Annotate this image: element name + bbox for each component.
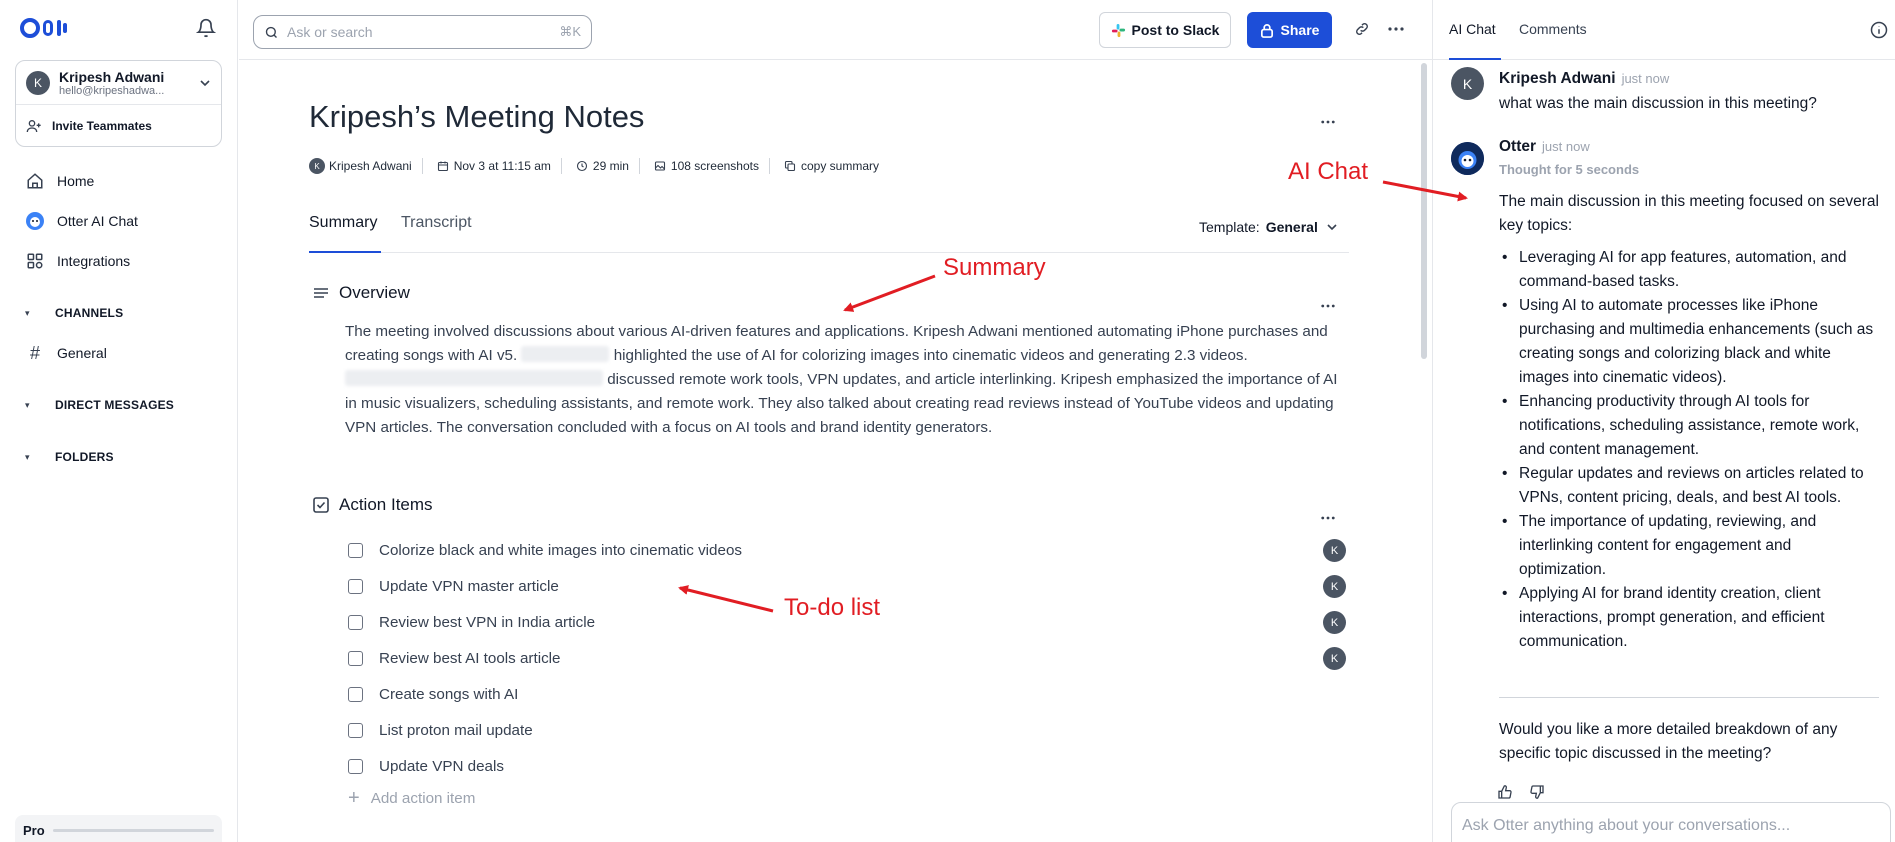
meta-date-text: Nov 3 at 11:15 am: [453, 159, 551, 173]
action-item-checkbox[interactable]: [348, 543, 363, 558]
action-items-heading: [313, 495, 433, 515]
tab-comments[interactable]: Comments: [1519, 21, 1587, 37]
sidebar-item-label: Otter AI Chat: [57, 213, 138, 229]
action-item-label[interactable]: List proton mail update: [379, 721, 533, 739]
overview-heading: [313, 283, 410, 303]
plus-icon: +: [348, 787, 360, 809]
assignee-avatar[interactable]: K: [1323, 647, 1346, 670]
action-item: [348, 646, 1338, 670]
meta-date: [437, 159, 551, 173]
assignee-avatar[interactable]: K: [1323, 575, 1346, 598]
add-action-item-label: Add action item: [370, 790, 476, 807]
clock-icon: [576, 160, 588, 172]
action-item: [348, 718, 1338, 742]
invite-teammates-button[interactable]: [16, 105, 221, 147]
chevron-down-icon: [1326, 221, 1338, 233]
message-time: just now: [1621, 71, 1670, 86]
overview-text: [345, 320, 1345, 440]
action-item-checkbox[interactable]: [348, 579, 363, 594]
more-options-icon[interactable]: [1321, 295, 1335, 313]
template-value: General: [1265, 219, 1318, 235]
lock-icon: [1260, 23, 1274, 38]
folders-section-toggle[interactable]: [25, 450, 114, 464]
folders-label: FOLDERS: [55, 450, 114, 464]
note-content: [239, 61, 1432, 842]
note-meta: [309, 158, 897, 174]
copy-icon: [784, 160, 796, 172]
action-item: [348, 538, 1338, 562]
share-label: Share: [1280, 22, 1320, 38]
annotation-ai-chat: AI Chat: [1288, 158, 1369, 185]
assignee-avatar[interactable]: K: [1323, 611, 1346, 634]
action-item-label[interactable]: Update VPN deals: [379, 757, 504, 775]
avatar: K: [1451, 67, 1484, 100]
plan-usage-track: [53, 829, 214, 832]
sidebar-item-integrations[interactable]: [15, 246, 222, 276]
chevron-down-icon: ▾: [25, 399, 30, 410]
action-item-checkbox[interactable]: [348, 759, 363, 774]
list-item: • Enhancing productivity through AI tools for notifications, scheduling assistance, remote work, and content management.: [1499, 390, 1879, 462]
message-author: [1499, 70, 1669, 88]
home-icon: [25, 171, 45, 191]
copy-summary-label: copy summary: [800, 159, 880, 173]
action-item-label[interactable]: Update VPN master article: [379, 577, 559, 595]
message-author-name: Kripesh Adwani: [1499, 70, 1616, 87]
tab-transcript[interactable]: Transcript: [401, 214, 472, 231]
avatar: K: [26, 71, 50, 95]
list-item: • Regular updates and reviews on articles related to VPNs, content pricing, deals, and best AI tools.: [1499, 462, 1879, 510]
more-options-icon[interactable]: [1321, 507, 1335, 525]
account-box: [15, 60, 222, 147]
hash-icon: #: [29, 342, 40, 363]
panel-tabs: [1433, 0, 1895, 60]
note-tabs: [309, 211, 1349, 253]
meta-duration-text: 29 min: [592, 159, 629, 173]
annotation-summary: Summary: [943, 254, 1046, 281]
search-box[interactable]: [253, 15, 592, 49]
chevron-down-icon: ▾: [25, 451, 30, 462]
integrations-icon: [25, 251, 45, 271]
share-button[interactable]: [1247, 12, 1332, 48]
list-item: • Leveraging AI for app features, automation, and command-based tasks.: [1499, 246, 1879, 294]
sidebar-item-otter-ai-chat[interactable]: [15, 206, 222, 236]
channels-label: CHANNELS: [55, 306, 124, 320]
sidebar-item-label: Home: [57, 173, 95, 189]
meta-duration: [576, 159, 629, 173]
image-icon: [654, 160, 666, 172]
action-item-checkbox[interactable]: [348, 651, 363, 666]
message-bullet-list: [1499, 246, 1879, 654]
overview-text-part: highlighted the use of AI for colorizing images into cinematic videos and generating 2.3 videos.: [613, 347, 1248, 364]
account-name: Kripesh Adwani: [59, 68, 165, 85]
calendar-icon: [437, 160, 449, 172]
overview-text-part: discussed remote work tools, VPN updates, and article interlinking. Kripesh emphasized the importance of AI in music visualizers, scheduling assistants, and remote work. They also talked about creating read reviews instead of YouTube videos and updating VPN articles. The conversation concluded with a focus on AI tools and brand identity generators.: [345, 371, 1338, 436]
page-title: Kripesh’s Meeting Notes: [309, 99, 645, 134]
add-action-item-button[interactable]: [348, 787, 475, 810]
account-switcher[interactable]: [16, 61, 221, 105]
thought-duration[interactable]: Thought for 5 seconds: [1499, 162, 1640, 177]
message-followup: Would you like a more detailed breakdown of any specific topic discussed in the meeting?: [1499, 721, 1838, 762]
topbar: [239, 0, 1432, 60]
plan-usage[interactable]: [15, 815, 222, 842]
sidebar-item-general[interactable]: [15, 338, 222, 368]
assignee-avatar[interactable]: K: [1323, 539, 1346, 562]
redacted-name: [521, 346, 609, 362]
slack-label: Post to Slack: [1131, 22, 1220, 38]
slack-icon: [1111, 23, 1126, 38]
copy-summary-button[interactable]: [784, 159, 879, 173]
list-item: • Using AI to automate processes like iPhone purchasing and multimedia enhancements (such as creating songs and colorizing black and white images into cinematic videos).: [1499, 294, 1879, 390]
chevron-down-icon: ▾: [25, 307, 30, 318]
notification-bell-icon[interactable]: [196, 18, 216, 38]
template-selector[interactable]: [1199, 219, 1338, 235]
message-time: just now: [1542, 139, 1590, 154]
chevron-down-icon: [199, 77, 211, 89]
otter-chat-icon: [25, 211, 45, 231]
channels-section-toggle[interactable]: [25, 306, 123, 320]
action-item-label[interactable]: Colorize black and white images into cinematic videos: [379, 541, 742, 559]
list-item: • Applying AI for brand identity creation, client interactions, prompt generation, and efficient communication.: [1499, 582, 1879, 654]
lines-icon: [313, 286, 329, 300]
scrollbar-thumb[interactable]: [1421, 63, 1427, 359]
redacted-name: [345, 370, 603, 386]
meta-screenshots-text: 108 screenshots: [670, 159, 759, 173]
template-label: Template:: [1199, 219, 1260, 235]
meta-author-name: Kripesh Adwani: [329, 159, 412, 173]
chat-input-box[interactable]: [1451, 802, 1891, 842]
more-options-icon[interactable]: [1385, 18, 1407, 40]
account-email: hello@kripeshadwa...: [59, 84, 165, 97]
otter-logo[interactable]: [20, 18, 67, 38]
sidebar-item-label: Integrations: [57, 253, 131, 269]
action-item-label[interactable]: Review best VPN in India article: [379, 613, 596, 631]
link-icon[interactable]: [1351, 18, 1373, 40]
search-icon: [264, 25, 279, 40]
chat-input[interactable]: [1462, 817, 1880, 835]
action-item: [348, 754, 1338, 778]
action-item-label[interactable]: Review best AI tools article: [379, 649, 561, 667]
action-item-checkbox[interactable]: [348, 687, 363, 702]
action-items-title: Action Items: [339, 495, 433, 514]
meta-screenshots[interactable]: [654, 159, 759, 173]
invite-label: Invite Teammates: [52, 119, 152, 133]
message-intro: The main discussion in this meeting focused on several key topics:: [1499, 193, 1879, 234]
message-author-name: Otter: [1499, 138, 1537, 155]
info-icon[interactable]: [1870, 21, 1888, 44]
tab-summary[interactable]: Summary: [309, 211, 381, 253]
action-item-label[interactable]: Create songs with AI: [379, 685, 519, 703]
add-user-icon: [26, 118, 42, 134]
meta-author[interactable]: [309, 158, 412, 174]
tab-ai-chat[interactable]: AI Chat: [1449, 21, 1501, 60]
sidebar-item-home[interactable]: [15, 166, 222, 196]
sidebar: [0, 0, 238, 842]
list-item: • The importance of updating, reviewing, and interlinking content for engagement and optimization.: [1499, 510, 1879, 582]
annotation-todo: To-do list: [784, 594, 881, 621]
plan-label: Pro: [23, 822, 45, 838]
action-item: [348, 682, 1338, 706]
direct-messages-label: DIRECT MESSAGES: [55, 398, 175, 412]
message-author: [1499, 138, 1590, 156]
search-shortcut: ⌘K: [559, 24, 581, 39]
message-text: what was the main discussion in this meeting?: [1499, 95, 1817, 112]
overview-title: Overview: [339, 283, 410, 302]
divider: [1499, 697, 1879, 698]
ai-chat-panel: [1432, 0, 1895, 842]
overview-text-part: The meeting involved discussions about various AI-driven features and applications. Kripesh Adwani mentioned automating iPhone purchases and creating songs with AI v5.: [345, 323, 1328, 364]
action-item-checkbox[interactable]: [348, 723, 363, 738]
direct-messages-section-toggle[interactable]: [25, 398, 174, 412]
action-item-checkbox[interactable]: [348, 615, 363, 630]
search-input[interactable]: [287, 24, 559, 40]
avatar: K: [309, 158, 325, 174]
sidebar-item-label: General: [57, 345, 107, 361]
checkbox-icon: [313, 497, 329, 513]
post-to-slack-button[interactable]: [1099, 12, 1231, 48]
more-options-icon[interactable]: [1321, 111, 1335, 129]
otter-avatar-icon: [1451, 142, 1484, 175]
